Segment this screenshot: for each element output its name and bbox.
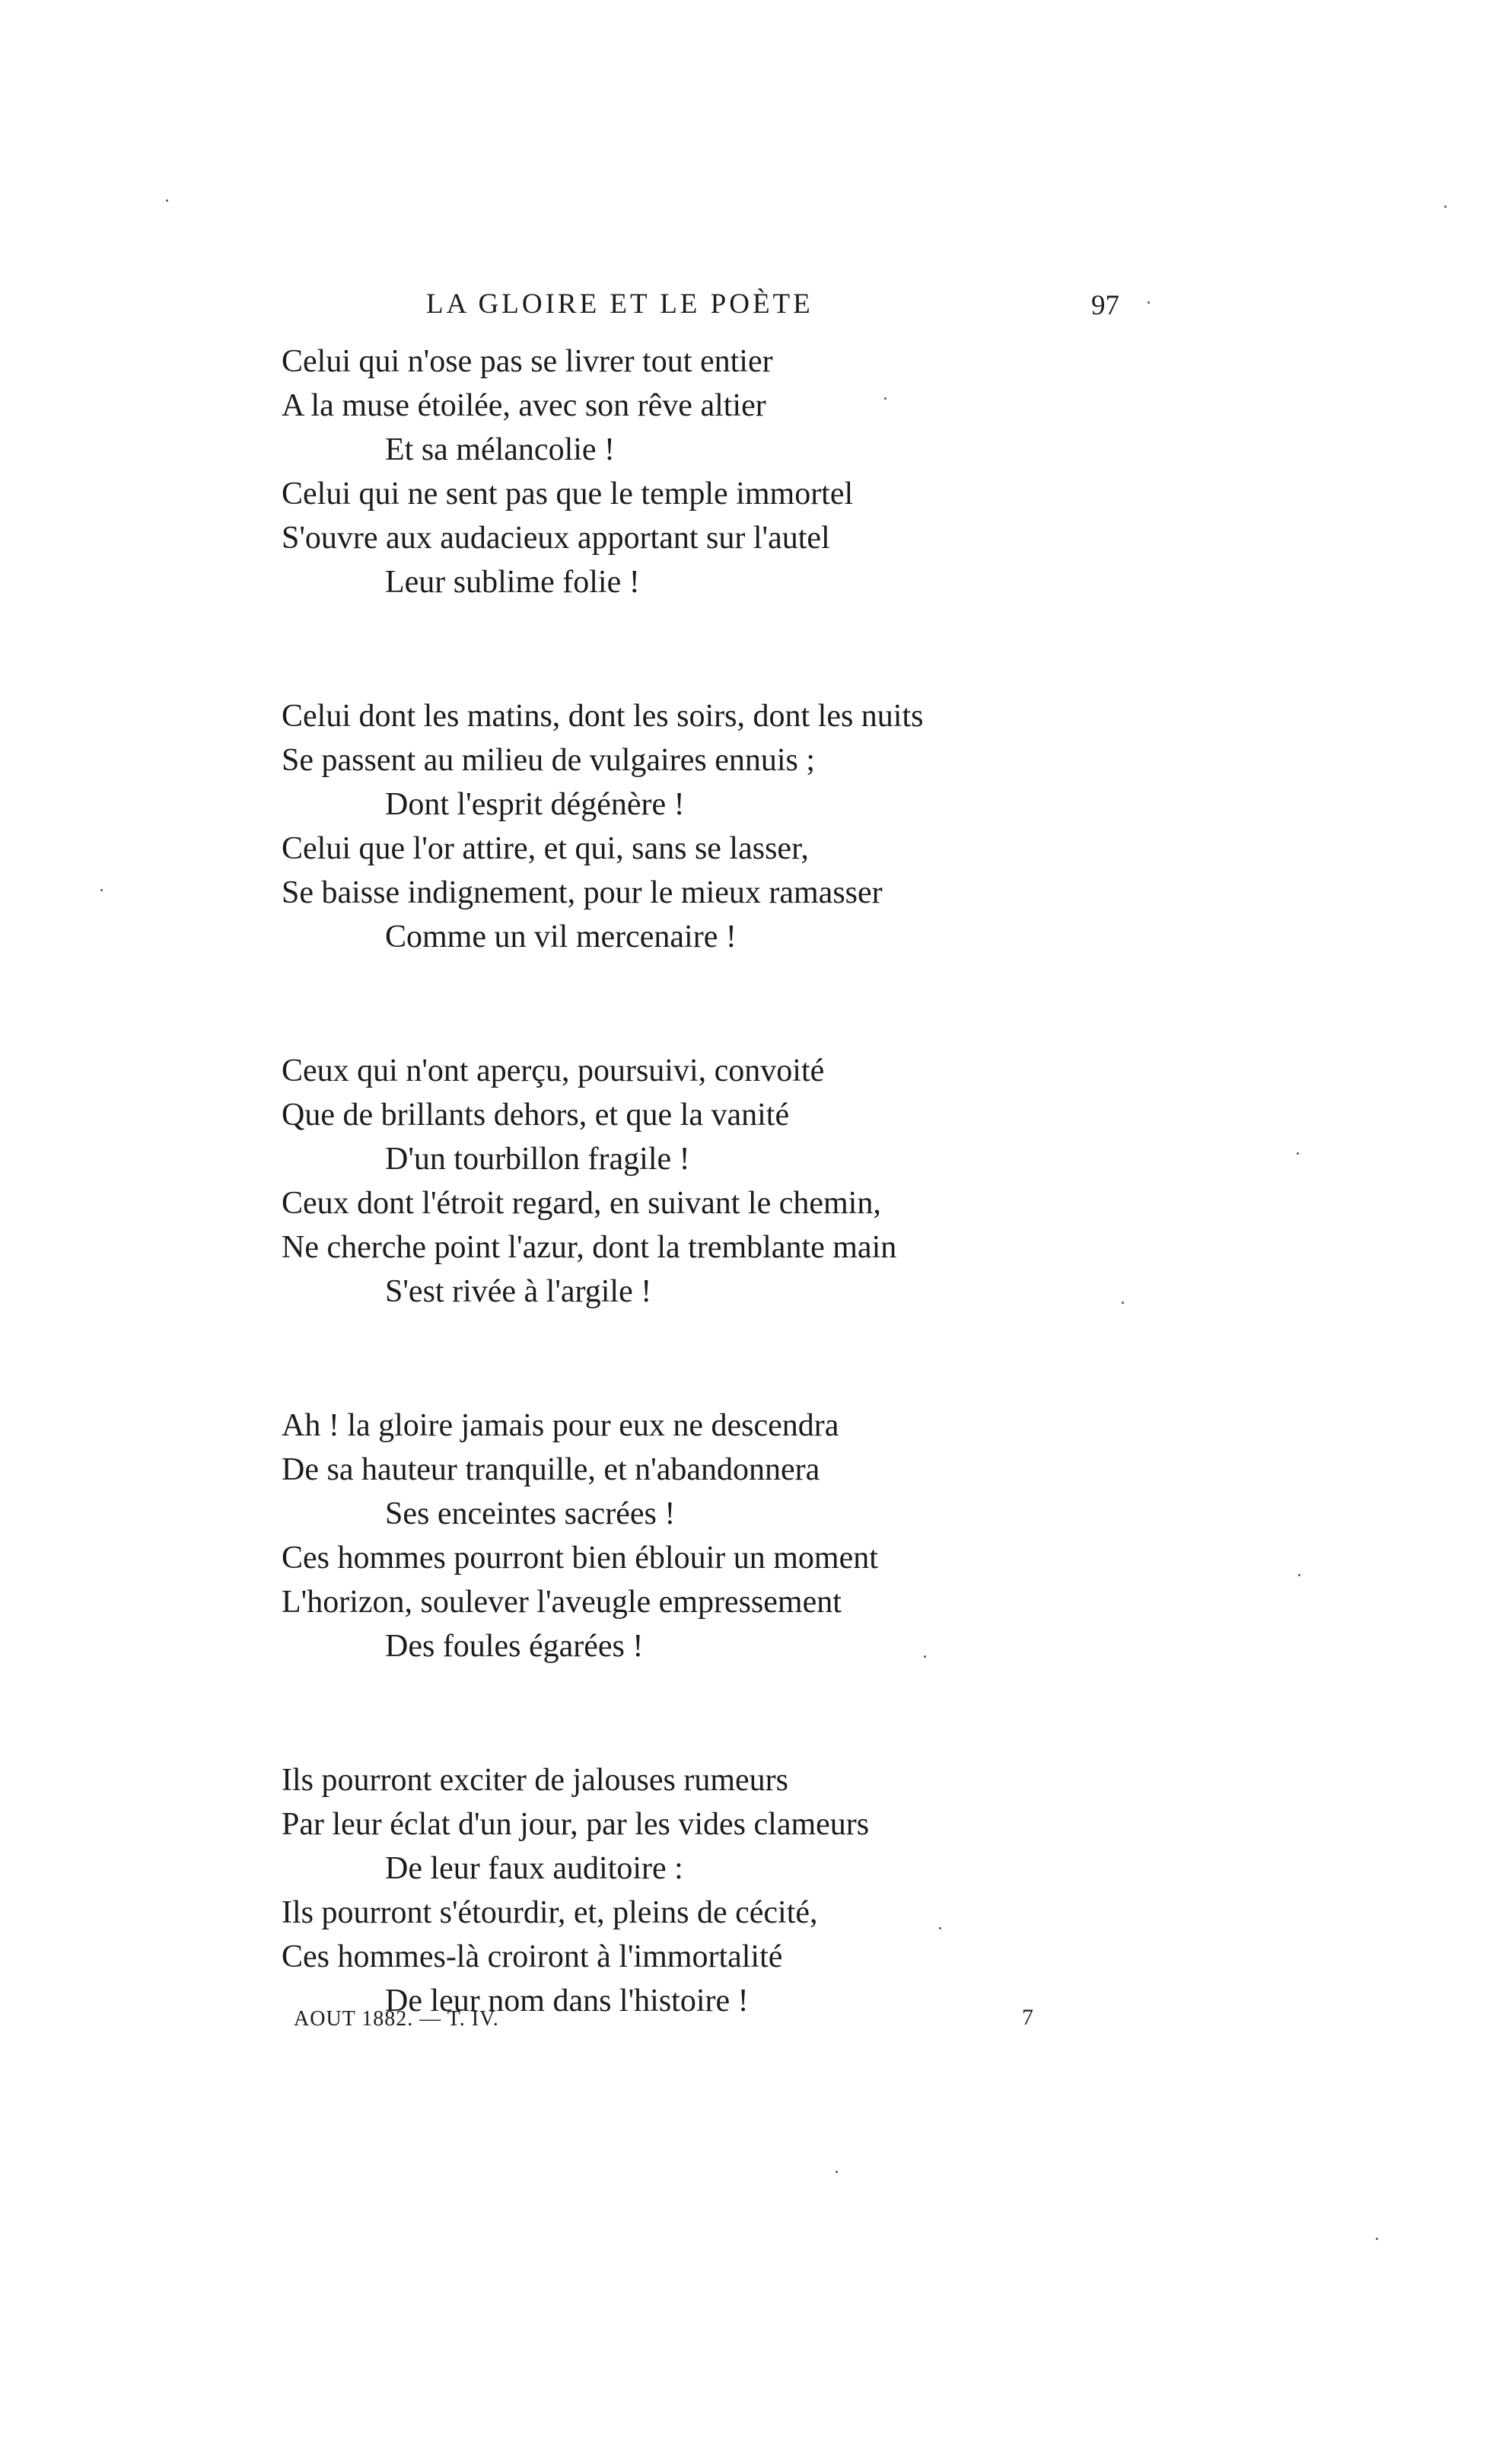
scan-speck	[100, 889, 103, 891]
poem-line-refrain: Comme un vil mercenaire !	[385, 919, 737, 954]
poem-line: Ils pourront exciter de jalouses rumeurs	[282, 1763, 788, 1798]
scan-speck	[1148, 301, 1150, 304]
poem-line: Par leur éclat d'un jour, par les vides clameurs	[282, 1807, 870, 1842]
poem-line: Ceux dont l'étroit regard, en suivant le chemin,	[282, 1186, 881, 1221]
poem-line-refrain: D'un tourbillon fragile !	[385, 1142, 690, 1177]
poem-line-refrain: S'est rivée à l'argile !	[385, 1274, 652, 1309]
poem-line: Ah ! la gloire jamais pour eux ne descendra	[282, 1408, 839, 1443]
poem-line: Ils pourront s'étourdir, et, pleins de cécité,	[282, 1895, 818, 1930]
stanza-1	[282, 339, 1042, 604]
poem-line-refrain: De leur faux auditoire :	[385, 1851, 683, 1886]
poem-line: Celui dont les matins, dont les soirs, dont les nuits	[282, 699, 924, 734]
poem-line-refrain: Leur sublime folie !	[385, 565, 640, 600]
poem-line-refrain: De leur nom dans l'histoire !	[385, 1983, 749, 2019]
scan-speck	[939, 1927, 941, 1929]
scan-speck	[924, 1655, 926, 1658]
poem-line-refrain: Des foules égarées !	[385, 1629, 644, 1664]
scan-speck	[884, 397, 887, 400]
poem-line: Celui qui n'ose pas se livrer tout entier	[282, 344, 773, 379]
page-number: 97	[1091, 290, 1119, 321]
stanza-4	[282, 1404, 1042, 1668]
poem-line-refrain: Et sa mélancolie !	[385, 432, 616, 467]
poem-line-refrain: Ses enceintes sacrées !	[385, 1496, 676, 1531]
poem-line: L'horizon, soulever l'aveugle empressement	[282, 1585, 842, 1620]
stanza-2	[282, 694, 1042, 959]
poem-line: Se passent au milieu de vulgaires ennuis ;	[282, 743, 816, 778]
scan-speck	[1444, 206, 1447, 208]
scan-speck	[1122, 1302, 1124, 1304]
poem-line: Ces hommes pourront bien éblouir un moment	[282, 1541, 878, 1576]
poem-line: Que de brillants dehors, et que la vanité	[282, 1098, 790, 1133]
scan-speck	[1298, 1574, 1300, 1576]
signature-mark: 7	[1022, 2005, 1033, 2030]
poem-line: Ceux qui n'ont aperçu, poursuivi, convoité	[282, 1053, 825, 1088]
poem-body	[282, 339, 1042, 2023]
poem-line: Ces hommes-là croiront à l'immortalité	[282, 1939, 783, 1974]
stanza-3	[282, 1049, 1042, 1314]
poem-line-refrain: Dont l'esprit dégénère !	[385, 787, 685, 822]
scan-speck	[1376, 2238, 1378, 2240]
stanza-5	[282, 1758, 1042, 2023]
scan-speck	[1297, 1152, 1299, 1155]
running-title: LA GLOIRE ET LE POÈTE	[426, 288, 813, 320]
poem-line: A la muse étoilée, avec son rêve altier	[282, 388, 766, 423]
issue-footer: AOUT 1882. — T. IV.	[294, 2007, 499, 2031]
poem-line: Se baisse indignement, pour le mieux ramasser	[282, 875, 883, 910]
scan-speck	[166, 199, 168, 202]
poem-line: Ne cherche point l'azur, dont la tremblante main	[282, 1230, 897, 1265]
poem-line: Celui qui ne sent pas que le temple immortel	[282, 476, 854, 511]
scan-speck	[836, 2171, 838, 2173]
poem-line: S'ouvre aux audacieux apportant sur l'autel	[282, 521, 830, 556]
poem-line: Celui que l'or attire, et qui, sans se lasser,	[282, 831, 809, 866]
poem-line: De sa hauteur tranquille, et n'abandonnera	[282, 1452, 820, 1487]
